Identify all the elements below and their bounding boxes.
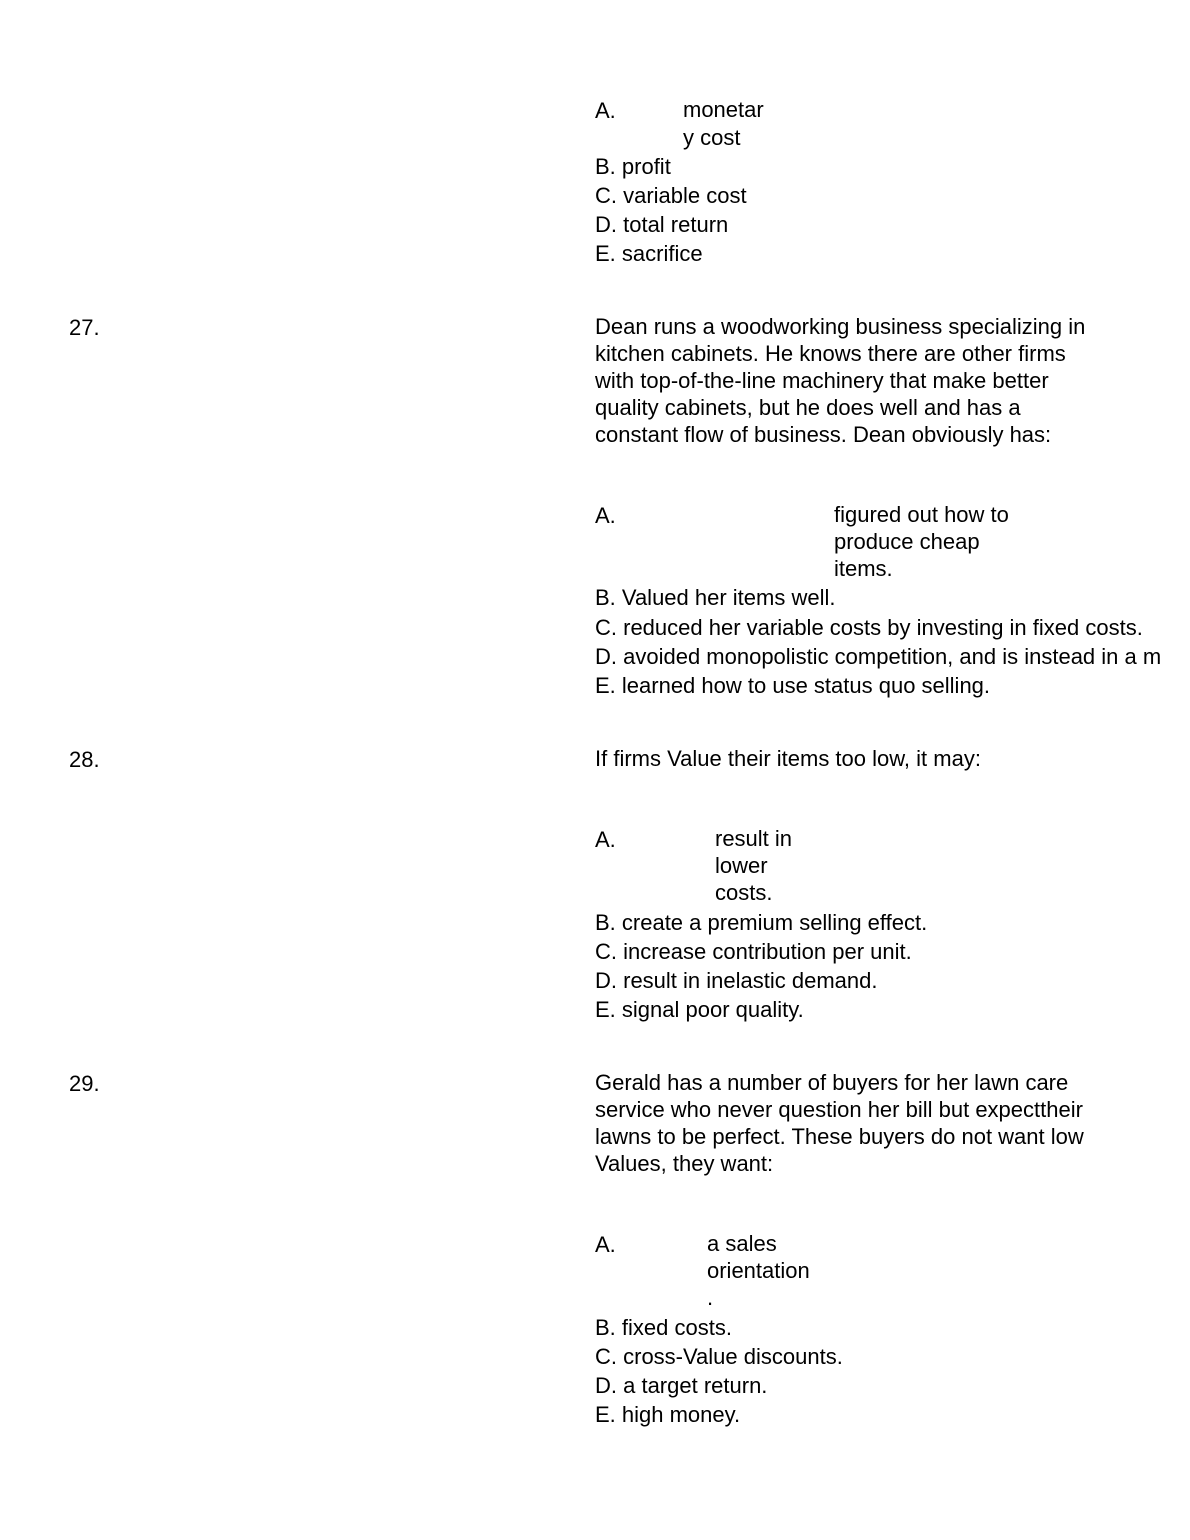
question-stem [595, 745, 981, 772]
option-a-line: y cost [683, 125, 741, 150]
option-e: E. sacrifice [595, 241, 703, 266]
option-a-line: costs. [715, 880, 773, 905]
option-a-label: A. [595, 827, 616, 852]
stem-line: Gerald has a number of buyers for her lawn care [595, 1070, 1069, 1095]
option-a-line: items. [834, 556, 893, 581]
question-number: 27. [69, 315, 100, 340]
option-a-line: lower [715, 853, 768, 878]
stem-line: lawns to be perfect. These buyers do not want low [595, 1124, 1084, 1149]
stem-line: service who never question her bill but expecttheir [595, 1097, 1083, 1122]
option-a-text [707, 1230, 810, 1311]
option-e: E. learned how to use status quo selling. [595, 673, 991, 698]
option-a-line: result in [715, 826, 793, 851]
option-e: E. high money. [595, 1402, 741, 1427]
option-a-text [683, 96, 764, 152]
option-a-line: produce cheap [834, 529, 980, 554]
option-a-text [715, 825, 792, 906]
option-a-line: a sales [707, 1231, 777, 1256]
stem-line: kitchen cabinets. He knows there are other firms [595, 341, 1066, 366]
option-a-label: A. [595, 98, 616, 123]
option-a-label: A. [595, 1232, 616, 1257]
question-stem [595, 313, 1085, 448]
option-c: C. reduced her variable costs by investing in fixed costs. [595, 615, 1143, 640]
option-b: B. Valued her items well. [595, 585, 836, 610]
option-c: C. variable cost [595, 183, 747, 208]
stem-line: If firms Value their items too low, it may: [595, 746, 981, 771]
option-c: C. increase contribution per unit. [595, 939, 912, 964]
option-a-line: . [707, 1285, 714, 1310]
option-d: D. avoided monopolistic competition, and is instead in a m [595, 644, 1162, 669]
option-b: B. profit [595, 154, 671, 179]
option-d: D. a target return. [595, 1373, 768, 1398]
option-a-line: monetar [683, 97, 764, 122]
option-a-label: A. [595, 503, 616, 528]
question-number: 29. [69, 1071, 100, 1096]
stem-line: Dean runs a woodworking business specializing in [595, 314, 1086, 339]
option-a-text [834, 501, 1009, 582]
option-b: B. create a premium selling effect. [595, 910, 928, 935]
option-d: D. total return [595, 212, 729, 237]
option-e: E. signal poor quality. [595, 997, 804, 1022]
question-number: 28. [69, 747, 100, 772]
option-d: D. result in inelastic demand. [595, 968, 878, 993]
stem-line: with top-of-the-line machinery that make better [595, 368, 1049, 393]
option-b: B. fixed costs. [595, 1315, 732, 1340]
option-a-line: figured out how to [834, 502, 1009, 527]
option-c: C. cross-Value discounts. [595, 1344, 843, 1369]
stem-line: Values, they want: [595, 1151, 774, 1176]
question-stem [595, 1069, 1084, 1177]
stem-line: quality cabinets, but he does well and has a [595, 395, 1021, 420]
option-a-line: orientation [707, 1258, 810, 1283]
stem-line: constant flow of business. Dean obviously has: [595, 422, 1052, 447]
